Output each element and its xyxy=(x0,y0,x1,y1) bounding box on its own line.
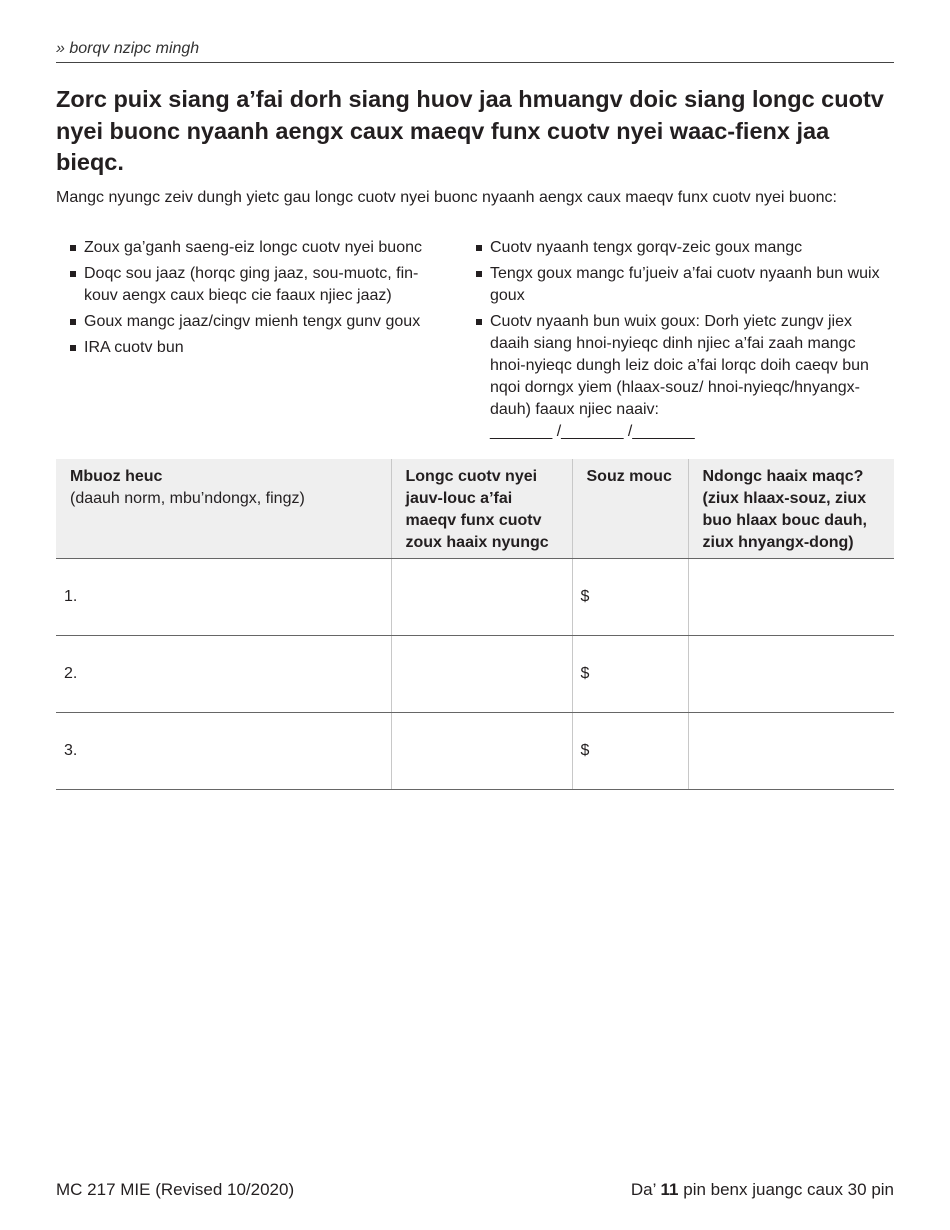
table-row xyxy=(56,636,894,713)
page-number: Da’ 11 pin benx juangc caux 30 pin xyxy=(630,1180,894,1199)
intro-text: Mangc nyungc zeiv dungh yietc gau longc cuotv nyei buonc nyaanh aengx caux maeqv funx cuotv nyei buonc: xyxy=(56,189,837,206)
square-bullet-icon xyxy=(70,245,76,251)
frequency-cell[interactable] xyxy=(688,559,894,636)
form-identifier: MC 217 MIE (Revised 10/2020) xyxy=(56,1180,295,1199)
bullet-item: Zoux ga’ganh saeng-eiz longc cuotv nyei buonc xyxy=(70,237,438,259)
amount-cell[interactable]: $ xyxy=(572,636,688,713)
purpose-cell[interactable] xyxy=(391,636,572,713)
square-bullet-icon xyxy=(70,319,76,325)
table-header-row xyxy=(56,459,894,559)
bullet-item: Doqc sou jaaz (horqc ging jaaz, sou-muotc, fin-kouv aengx caux bieqc cie faaux njiec jaaz) xyxy=(70,263,438,307)
purpose-cell[interactable] xyxy=(391,713,572,790)
column-header-purpose: Longc cuotv nyei jauv-louc a’fai maeqv funx cuotv zoux haaix nyungc xyxy=(391,459,572,559)
bullet-item: Cuotv nyaanh bun wuix goux: Dorh yietc zungv jiex daaih siang hnoi-nyieqc dinh njiec a’fai zaah mangc hnoi-nyieqc dungh leiz doic a’fai lorqc doih caeqv bun nqoi dorngx yiem (hlaax-souz/ hnoi-nyieqc/hnyangx-dauh) faaux njiec naaiv: _______ /_______ /_______ xyxy=(476,311,894,443)
column-header-name: Mbuoz heuc (daauh norm, mbu’ndongx, fingz) xyxy=(56,459,391,559)
square-bullet-icon xyxy=(476,319,482,325)
column-header-amount: Souz mouc xyxy=(572,459,688,559)
table-row xyxy=(56,559,894,636)
square-bullet-icon xyxy=(70,345,76,351)
date-fill-in-field[interactable]: _______ /_______ /_______ xyxy=(490,423,695,440)
bullet-list-left xyxy=(70,237,438,363)
name-cell[interactable]: 1. xyxy=(56,559,391,636)
bullet-item: Tengx goux mangc fu’jueiv a’fai cuotv nyaanh bun wuix goux xyxy=(476,263,894,307)
name-cell[interactable]: 3. xyxy=(56,713,391,790)
table-row xyxy=(56,713,894,790)
frequency-cell[interactable] xyxy=(688,636,894,713)
frequency-cell[interactable] xyxy=(688,713,894,790)
purpose-cell[interactable] xyxy=(391,559,572,636)
square-bullet-icon xyxy=(476,245,482,251)
bullet-item: Cuotv nyaanh tengx gorqv-zeic goux mangc xyxy=(476,237,894,259)
bullet-item: Goux mangc jaaz/cingv mienh tengx gunv goux xyxy=(70,311,438,333)
column-header-frequency: Ndongc haaix maqc? (ziux hlaax-souz, ziux buo hlaax bouc dauh, ziux hnyangx-dong) xyxy=(688,459,894,559)
bullet-list-right xyxy=(476,237,894,447)
running-head: » borqv nzipc mingh xyxy=(56,40,894,63)
section-title: Zorc puix siang a’fai dorh siang huov jaa hmuangv doic siang longc cuotv nyei buonc nyaanh aengx caux maeqv funx cuotv nyei waac-fienx jaa bieqc. xyxy=(56,86,884,175)
amount-cell[interactable]: $ xyxy=(572,713,688,790)
bullet-item: IRA cuotv bun xyxy=(70,337,438,359)
accounts-table xyxy=(56,459,894,790)
name-cell[interactable]: 2. xyxy=(56,636,391,713)
square-bullet-icon xyxy=(70,271,76,277)
square-bullet-icon xyxy=(476,271,482,277)
amount-cell[interactable]: $ xyxy=(572,559,688,636)
